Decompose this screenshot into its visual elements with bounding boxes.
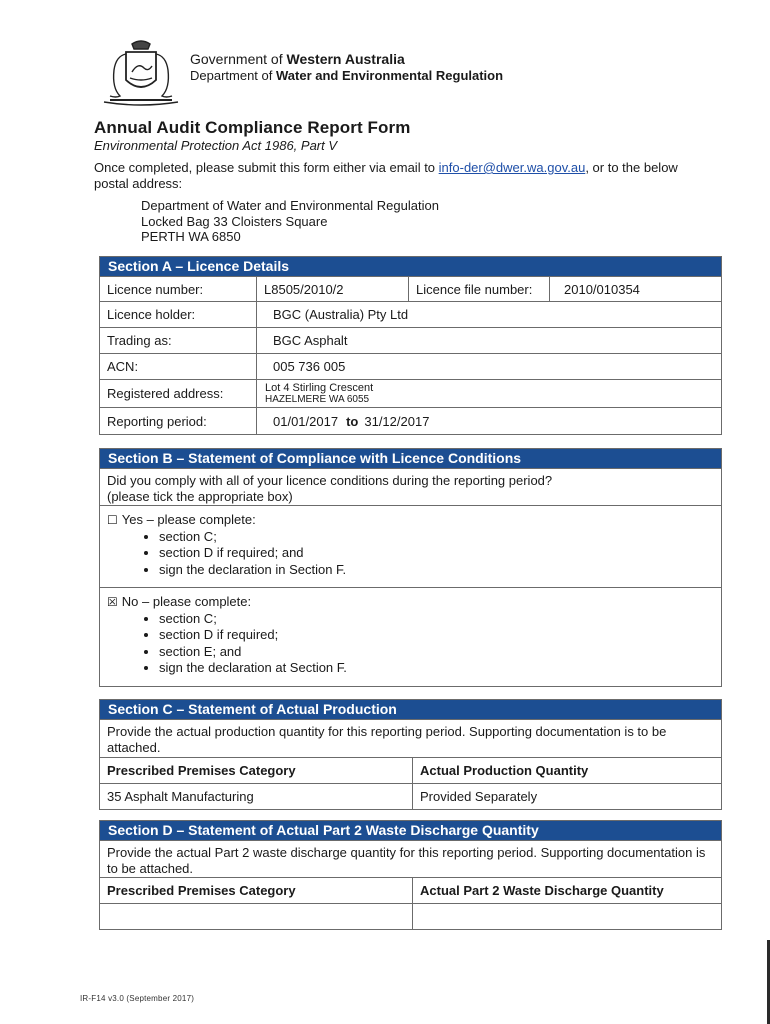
address-line: Locked Bag 33 Cloisters Square xyxy=(141,213,328,229)
wa-coat-of-arms-logo xyxy=(96,38,186,106)
section-d-header: Section D – Statement of Actual Part 2 Waste Discharge Quantity xyxy=(100,821,721,841)
registered-address-value xyxy=(256,380,721,407)
question-line: Did you comply with all of your licence conditions during the reporting period? xyxy=(107,473,553,488)
registered-address-line2: HAZELMERE WA 6055 xyxy=(265,394,370,406)
form-title: Annual Audit Compliance Report Form xyxy=(94,118,411,137)
reporting-period-label: Reporting period: xyxy=(107,413,207,429)
trading-as-label: Trading as: xyxy=(107,333,172,348)
department-name: Department of Water and Environmental Regulation xyxy=(190,68,504,83)
postal-address xyxy=(141,198,439,245)
waste-discharge-quantity-header: Actual Part 2 Waste Discharge Quantity xyxy=(412,878,721,903)
submission-instructions: Once completed, please submit this form either via email to info-der@dwer.wa.gov.au, or to the below postal address: xyxy=(94,160,678,191)
list-item: • section E; and xyxy=(159,644,714,661)
yes-label: Yes – please complete: xyxy=(121,512,256,527)
period-from: 01/01/2017 xyxy=(273,413,339,429)
acn-value: 005 736 005 xyxy=(256,354,721,379)
section-d-waste-discharge xyxy=(99,820,722,930)
licence-number-label: Licence number: xyxy=(107,281,204,297)
quantity-cell: Provided Separately xyxy=(412,784,721,809)
trading-as-value: BGC Asphalt xyxy=(256,328,721,353)
table-row xyxy=(100,904,721,929)
option-yes xyxy=(100,506,721,588)
list-item: • section C; xyxy=(159,529,714,546)
registered-address-line1: Lot 4 Stirling Crescent xyxy=(265,381,374,394)
registered-address-label: Registered address: xyxy=(107,386,224,401)
section-c-header: Section C – Statement of Actual Production xyxy=(100,700,721,720)
section-a-header: Section A – Licence Details xyxy=(100,257,721,277)
acn-label: ACN: xyxy=(107,359,139,374)
government-name: Government of Western Australia xyxy=(190,51,405,67)
address-line: Department of Water and Environmental Regulation xyxy=(141,198,439,213)
reporting-period-value xyxy=(256,408,721,434)
option-no xyxy=(100,588,721,686)
list-item: • section D if required; xyxy=(159,627,714,644)
licence-number-value: L8505/2010/2 xyxy=(256,277,408,301)
list-item: • sign the declaration in Section F. xyxy=(159,562,714,579)
list-item: • section D if required; and xyxy=(159,545,714,562)
section-a-licence-details xyxy=(99,256,722,435)
address-line: PERTH WA 6850 xyxy=(141,229,241,244)
category-input[interactable] xyxy=(100,904,412,929)
list-item: • section C; xyxy=(159,611,714,628)
period-to: 31/12/2017 xyxy=(364,413,430,429)
form-subtitle: Environmental Protection Act 1986, Part V xyxy=(94,138,338,153)
licence-file-number-label: Licence file number: xyxy=(408,277,549,301)
list-item: • sign the declaration at Section F. xyxy=(159,660,714,677)
production-quantity-header: Actual Production Quantity xyxy=(412,758,721,783)
section-d-instructions: Provide the actual Part 2 waste discharge quantity for this reporting period. Supporting documentation is to be attached. xyxy=(100,841,721,878)
section-c-instructions: Provide the actual production quantity for this reporting period. Supporting documentation is to be attached. xyxy=(100,720,721,758)
section-c-production xyxy=(99,699,722,810)
quantity-input[interactable] xyxy=(412,904,721,929)
table-row xyxy=(100,784,721,809)
section-b-header: Section B – Statement of Compliance with Licence Conditions xyxy=(100,449,721,469)
form-version-footer: IR-F14 v3.0 (September 2017) xyxy=(80,994,195,1003)
no-label: No – please complete: xyxy=(121,594,252,609)
period-to-word: to xyxy=(346,413,359,429)
question-hint: (please tick the appropriate box) xyxy=(107,489,293,504)
licence-holder-value: BGC (Australia) Pty Ltd xyxy=(256,302,721,327)
compliance-question xyxy=(100,469,721,506)
email-link[interactable]: info-der@dwer.wa.gov.au xyxy=(438,160,586,175)
prescribed-category-header: Prescribed Premises Category xyxy=(107,883,296,898)
category-cell: 35 Asphalt Manufacturing xyxy=(107,789,254,804)
yes-checkbox[interactable]: ☐ xyxy=(107,513,118,527)
prescribed-category-header: Prescribed Premises Category xyxy=(107,763,296,778)
licence-file-number-value: 2010/010354 xyxy=(549,277,721,301)
section-b-compliance xyxy=(99,448,722,687)
licence-holder-label: Licence holder: xyxy=(107,307,196,322)
no-checkbox[interactable]: ☒ xyxy=(107,595,118,609)
